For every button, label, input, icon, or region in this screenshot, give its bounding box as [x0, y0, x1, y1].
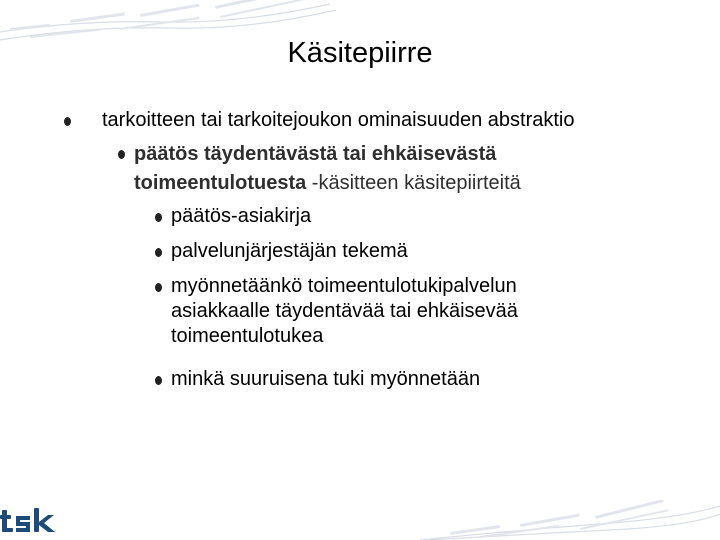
bullet-level3-text: myönnetäänkö toimeentulotukipalvelun asiakkaalle täydentävää tai ehkäisevää toimeentulotukea: [171, 275, 518, 347]
bullet-level2-normal-text: -käsitteen käsitepiirteitä: [306, 172, 521, 194]
bullet-dot-icon: [155, 376, 162, 385]
slide-title: Käsitepiirre: [287, 37, 433, 69]
bullet-level3-item: [171, 367, 621, 392]
bullet-level2-bold-text: päätös täydentävästä tai ehkäisevästä toimeentulotuesta: [134, 143, 497, 194]
bullet-level3-text: minkä suuruisena tuki myönnetään: [171, 368, 481, 390]
footer-decoration: [420, 500, 720, 540]
bullet-level3-item: [171, 204, 621, 229]
bullet-dot-icon: [64, 117, 71, 126]
bullet-level1: [102, 109, 575, 132]
bullet-level3-text: päätös-asiakirja: [171, 205, 312, 227]
bullet-level3-text: palvelunjärjestäjän tekemä: [171, 240, 408, 262]
bullet-level2: [134, 140, 604, 198]
bullet-level3-item: [171, 274, 621, 349]
bullet-level1-text: tarkoitteen tai tarkoitejoukon ominaisuuden abstraktio: [102, 109, 575, 131]
bullet-dot-icon: [155, 283, 162, 292]
tsk-logo-icon: [0, 506, 58, 538]
bullet-dot-icon: [155, 248, 162, 257]
bullet-level3-item: [171, 239, 621, 264]
bullet-dot-icon: [118, 150, 125, 159]
bullet-dot-icon: [155, 213, 162, 222]
